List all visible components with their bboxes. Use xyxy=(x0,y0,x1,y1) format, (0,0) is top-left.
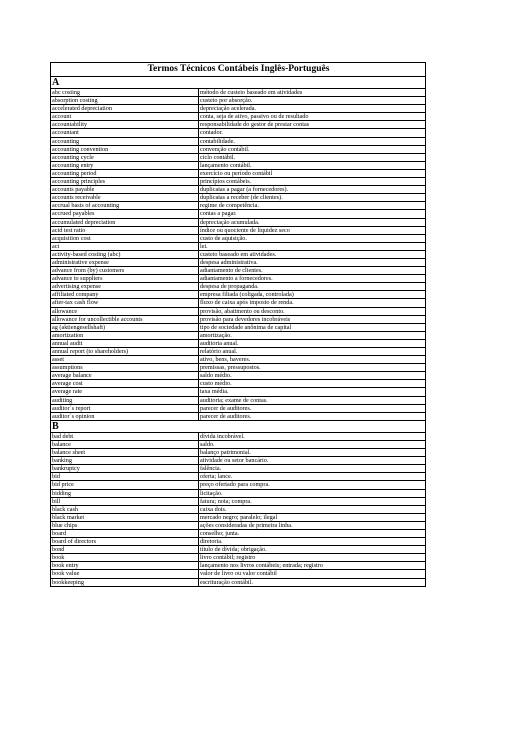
english-term: act xyxy=(51,242,199,250)
table-row xyxy=(51,562,426,570)
portuguese-term: atividade ou setor bancário. xyxy=(199,457,426,465)
table-row xyxy=(51,529,426,537)
portuguese-term: taxa média. xyxy=(199,388,426,396)
portuguese-term: escrituração contábil. xyxy=(199,578,426,586)
english-term: accounting cycle xyxy=(51,153,199,161)
english-term: balance xyxy=(51,440,199,448)
portuguese-term: mercado negro; paralelo; ilegal xyxy=(199,513,426,521)
english-term: abc costing xyxy=(51,89,199,97)
english-term: advertising expense xyxy=(51,283,199,291)
table-row xyxy=(51,258,426,266)
table-row xyxy=(51,412,426,420)
table-row xyxy=(51,315,426,323)
table-row xyxy=(51,291,426,299)
table-row xyxy=(51,432,426,440)
portuguese-term: adiantamento a fornecedores. xyxy=(199,275,426,283)
portuguese-term: título de dívida; obrigação. xyxy=(199,546,426,554)
portuguese-term: provisão para devedores incobráveis xyxy=(199,315,426,323)
portuguese-term: ciclo contábil. xyxy=(199,153,426,161)
english-term: asset xyxy=(51,356,199,364)
english-term: average rate xyxy=(51,388,199,396)
portuguese-term: fatura; nota; compra. xyxy=(199,497,426,505)
portuguese-term: duplicatas a receber (de clientes). xyxy=(199,194,426,202)
portuguese-term: caixa dois. xyxy=(199,505,426,513)
portuguese-term: saldo. xyxy=(199,440,426,448)
english-term: bill xyxy=(51,497,199,505)
portuguese-term: fluxo de caixa após imposto de renda. xyxy=(199,299,426,307)
english-term: accounts receivable xyxy=(51,194,199,202)
portuguese-term: despesa de propaganda. xyxy=(199,283,426,291)
page-title: Termos Técnicos Contábeis Inglês-Português xyxy=(51,63,426,77)
english-term: advance to suppliers xyxy=(51,275,199,283)
portuguese-term: contabilidade. xyxy=(199,137,426,145)
portuguese-term: convenção contábil. xyxy=(199,145,426,153)
portuguese-term: parecer de auditores. xyxy=(199,412,426,420)
english-term: auditing xyxy=(51,396,199,404)
english-term: acid test ratio xyxy=(51,226,199,234)
glossary-table xyxy=(50,62,426,587)
english-term: accounts payable xyxy=(51,186,199,194)
english-term: affiliated company xyxy=(51,291,199,299)
portuguese-term: premissas, pressupostos. xyxy=(199,364,426,372)
portuguese-term: depreciação acumulada. xyxy=(199,218,426,226)
portuguese-term: empresa filiada (coligada, controlada) xyxy=(199,291,426,299)
table-row xyxy=(51,153,426,161)
table-row xyxy=(51,169,426,177)
english-term: average cost xyxy=(51,380,199,388)
table-row xyxy=(51,339,426,347)
portuguese-term: licitação. xyxy=(199,489,426,497)
glossary-sheet xyxy=(50,62,425,587)
english-term: blue chips xyxy=(51,521,199,529)
table-row xyxy=(51,89,426,97)
table-row xyxy=(51,129,426,137)
english-term: accrual basis of accounting xyxy=(51,202,199,210)
english-term: average balance xyxy=(51,372,199,380)
english-term: black cash xyxy=(51,505,199,513)
english-term: book value xyxy=(51,570,199,578)
english-term: book entry xyxy=(51,562,199,570)
english-term: absorption costing xyxy=(51,97,199,105)
table-row xyxy=(51,554,426,562)
portuguese-term: conta, seja de ativo, passivo ou de resultado xyxy=(199,113,426,121)
portuguese-term: contas a pagar. xyxy=(199,210,426,218)
table-row xyxy=(51,283,426,291)
section-letter-row xyxy=(51,77,426,89)
english-term: bidding xyxy=(51,489,199,497)
table-row xyxy=(51,546,426,554)
table-row xyxy=(51,186,426,194)
english-term: allowance for uncollectible accounts xyxy=(51,315,199,323)
portuguese-term: exercício ou período contábil xyxy=(199,169,426,177)
table-row xyxy=(51,242,426,250)
section-letter-row xyxy=(51,420,426,432)
portuguese-term: dívida incobrável. xyxy=(199,432,426,440)
portuguese-term: contador. xyxy=(199,129,426,137)
table-row xyxy=(51,440,426,448)
english-term: amortization xyxy=(51,331,199,339)
table-row xyxy=(51,145,426,153)
table-row xyxy=(51,307,426,315)
table-row xyxy=(51,449,426,457)
table-row xyxy=(51,299,426,307)
english-term: activity-based costing (abc) xyxy=(51,250,199,258)
table-row xyxy=(51,570,426,578)
english-term: board of directors xyxy=(51,538,199,546)
table-row xyxy=(51,275,426,283)
english-term: auditor´s opinion xyxy=(51,412,199,420)
english-term: after-tax cash flow xyxy=(51,299,199,307)
table-row xyxy=(51,465,426,473)
table-row xyxy=(51,97,426,105)
table-row xyxy=(51,481,426,489)
portuguese-term: método de custeio baseado em atividades xyxy=(199,89,426,97)
english-term: banking xyxy=(51,457,199,465)
table-row xyxy=(51,578,426,586)
table-row xyxy=(51,348,426,356)
english-term: black market xyxy=(51,513,199,521)
portuguese-term: princípios contábeis. xyxy=(199,178,426,186)
english-term: accrued payables xyxy=(51,210,199,218)
table-row xyxy=(51,323,426,331)
english-term: accumulated depreciation xyxy=(51,218,199,226)
english-term: accounting principles xyxy=(51,178,199,186)
table-row xyxy=(51,210,426,218)
english-term: ag (aktiengesellshaft) xyxy=(51,323,199,331)
portuguese-term: lei. xyxy=(199,242,426,250)
english-term: bad debt xyxy=(51,432,199,440)
portuguese-term: preço ofertado para compra. xyxy=(199,481,426,489)
portuguese-term: ativo, bens, haveres. xyxy=(199,356,426,364)
english-term: accounting period xyxy=(51,169,199,177)
title-row xyxy=(51,63,426,77)
english-term: accounting convention xyxy=(51,145,199,153)
english-term: auditor´s report xyxy=(51,404,199,412)
english-term: bid price xyxy=(51,481,199,489)
portuguese-term: despesa administrativa. xyxy=(199,258,426,266)
portuguese-term: saldo médio. xyxy=(199,372,426,380)
section-letter: A xyxy=(51,77,426,89)
table-row xyxy=(51,372,426,380)
table-row xyxy=(51,396,426,404)
english-term: advance from (by) customers xyxy=(51,267,199,275)
portuguese-term: balanço patrimonial. xyxy=(199,449,426,457)
english-term: accounting xyxy=(51,137,199,145)
portuguese-term: adiantamento de clientes. xyxy=(199,267,426,275)
portuguese-term: provisão, abatimento ou desconto. xyxy=(199,307,426,315)
english-term: assumptions xyxy=(51,364,199,372)
portuguese-term: custo de aquisição. xyxy=(199,234,426,242)
english-term: accountant xyxy=(51,129,199,137)
portuguese-term: parecer de auditores. xyxy=(199,404,426,412)
portuguese-term: depreciação acelerada. xyxy=(199,105,426,113)
english-term: bookkeeping xyxy=(51,578,199,586)
portuguese-term: ações consideradas de primeira linha. xyxy=(199,521,426,529)
table-row xyxy=(51,194,426,202)
table-row xyxy=(51,497,426,505)
portuguese-term: relatório anual. xyxy=(199,348,426,356)
portuguese-term: auditoria anual. xyxy=(199,339,426,347)
english-term: balance sheet xyxy=(51,449,199,457)
portuguese-term: valor de livro ou valor contábil xyxy=(199,570,426,578)
portuguese-term: livro contábil; registro xyxy=(199,554,426,562)
table-row xyxy=(51,457,426,465)
english-term: bond xyxy=(51,546,199,554)
portuguese-term: lançamento nos livros contábeis; entrada; registro xyxy=(199,562,426,570)
english-term: accelerated depreciation xyxy=(51,105,199,113)
portuguese-term: duplicatas a pagar (a fornecedores). xyxy=(199,186,426,194)
table-row xyxy=(51,521,426,529)
portuguese-term: falência. xyxy=(199,465,426,473)
portuguese-term: índice ou quociente de liquidez seco xyxy=(199,226,426,234)
table-row xyxy=(51,178,426,186)
portuguese-term: diretoria. xyxy=(199,538,426,546)
english-term: accountability xyxy=(51,121,199,129)
english-term: bankruptcy xyxy=(51,465,199,473)
portuguese-term: custo médio. xyxy=(199,380,426,388)
table-row xyxy=(51,538,426,546)
portuguese-term: oferta; lance. xyxy=(199,473,426,481)
english-term: board xyxy=(51,529,199,537)
portuguese-term: conselho; junta. xyxy=(199,529,426,537)
table-row xyxy=(51,202,426,210)
english-term: book xyxy=(51,554,199,562)
table-row xyxy=(51,404,426,412)
portuguese-term: tipo de sociedade anônima de capital xyxy=(199,323,426,331)
table-row xyxy=(51,105,426,113)
english-term: bid xyxy=(51,473,199,481)
portuguese-term: custeio por absorção. xyxy=(199,97,426,105)
table-row xyxy=(51,250,426,258)
table-row xyxy=(51,113,426,121)
english-term: acquisition cost xyxy=(51,234,199,242)
table-row xyxy=(51,473,426,481)
table-row xyxy=(51,331,426,339)
table-row xyxy=(51,234,426,242)
table-row xyxy=(51,218,426,226)
portuguese-term: auditoria; exame de contas. xyxy=(199,396,426,404)
table-row xyxy=(51,380,426,388)
table-row xyxy=(51,121,426,129)
table-row xyxy=(51,388,426,396)
table-row xyxy=(51,513,426,521)
table-row xyxy=(51,489,426,497)
table-row xyxy=(51,267,426,275)
table-row xyxy=(51,356,426,364)
english-term: administrative expense xyxy=(51,258,199,266)
table-row xyxy=(51,364,426,372)
portuguese-term: responsabilidade do gestor de prestar contas xyxy=(199,121,426,129)
english-term: allowance xyxy=(51,307,199,315)
english-term: annual report (to shareholders) xyxy=(51,348,199,356)
portuguese-term: amortização. xyxy=(199,331,426,339)
table-row xyxy=(51,161,426,169)
table-row xyxy=(51,137,426,145)
table-row xyxy=(51,505,426,513)
portuguese-term: regime de competência. xyxy=(199,202,426,210)
english-term: annual audit xyxy=(51,339,199,347)
english-term: accounting entry xyxy=(51,161,199,169)
english-term: account xyxy=(51,113,199,121)
portuguese-term: lançamento contábil. xyxy=(199,161,426,169)
table-row xyxy=(51,226,426,234)
portuguese-term: custeio baseado em atividades. xyxy=(199,250,426,258)
section-letter: B xyxy=(51,420,426,432)
